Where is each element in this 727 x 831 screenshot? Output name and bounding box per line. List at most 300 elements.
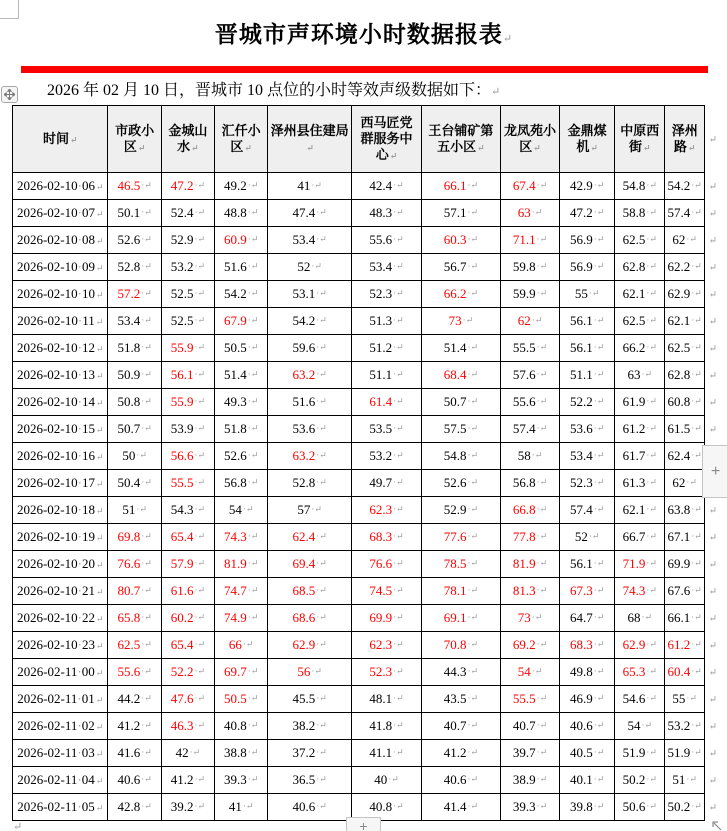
value-cell: 69.9 ·↵ — [352, 605, 422, 632]
value-cell: 81.3 ·↵ — [501, 578, 561, 605]
value-cell: 62.9 ·↵ — [268, 632, 352, 659]
value-cell: 52.3 ·↵ — [352, 281, 422, 308]
table-row — [13, 659, 717, 686]
time-cell: 2026-02-10·08↵ — [13, 227, 108, 254]
value-cell: 43.5 ·↵ — [422, 686, 501, 713]
value-cell: 57.4 ·↵ — [560, 497, 615, 524]
table-row — [13, 740, 717, 767]
value-cell: 67.9 ·↵ — [215, 308, 268, 335]
value-cell: 51.9 ·↵ — [615, 740, 666, 767]
value-cell: 65.4 ·↵ — [162, 632, 215, 659]
value-cell: 68.3 ·↵ — [560, 632, 615, 659]
time-cell: 2026-02-10·17↵ — [13, 470, 108, 497]
value-cell: 60.3 ·↵ — [422, 227, 501, 254]
time-cell: 2026-02-10·16↵ — [13, 443, 108, 470]
time-cell: 2026-02-10·12↵ — [13, 335, 108, 362]
value-cell: 53.2 ·↵ — [162, 254, 215, 281]
value-cell: 53.2 ·↵ — [352, 443, 422, 470]
value-cell: 50.1 ·↵ — [108, 200, 161, 227]
value-cell: 77.8 ·↵ — [501, 524, 561, 551]
value-cell: 49.3 ·↵ — [215, 389, 268, 416]
value-cell: 41 ·↵ — [215, 794, 268, 821]
value-cell: 52.6 ·↵ — [422, 470, 501, 497]
row-end-mark: ↵ — [708, 370, 717, 381]
value-cell: 63 ·↵ — [615, 362, 666, 389]
value-cell: 63.2 ·↵ — [268, 443, 352, 470]
value-cell: 62 ·↵ — [501, 308, 561, 335]
value-cell: 73 ·↵ — [422, 308, 501, 335]
value-cell: 62.1 ·↵ — [615, 497, 666, 524]
value-cell: 63 ·↵ — [501, 200, 561, 227]
value-cell: 51.8 ·↵ — [108, 335, 161, 362]
table-row — [13, 767, 717, 794]
column-header: 中原西街↵ — [615, 106, 666, 173]
table-row — [13, 254, 717, 281]
value-cell: 45.5 ·↵ — [268, 686, 352, 713]
value-cell: 78.1 ·↵ — [422, 578, 501, 605]
value-cell: 57.6 ·↵ — [501, 362, 561, 389]
table-row — [13, 578, 717, 605]
value-cell: 52 ·↵ — [268, 254, 352, 281]
column-header: 泽州县住建局↵ — [268, 106, 352, 173]
row-end-mark: ↵ — [708, 262, 717, 273]
value-cell: 52.6 ·↵ — [215, 443, 268, 470]
table-row — [13, 281, 717, 308]
table-header-row — [13, 106, 717, 173]
value-cell: 52.4 ·↵ — [162, 200, 215, 227]
value-cell: 44.2 ·↵ — [108, 686, 161, 713]
row-end-mark: ↵ — [708, 235, 717, 246]
time-cell: 2026-02-10·20↵ — [13, 551, 108, 578]
row-end-mark: ↵ — [708, 532, 717, 543]
value-cell: 40.1 ·↵ — [560, 767, 615, 794]
value-cell: 41.2 ·↵ — [108, 713, 161, 740]
report-intro-line — [47, 77, 707, 100]
value-cell: 63.8 ·↵ — [665, 497, 704, 524]
time-cell: 2026-02-10·23↵ — [13, 632, 108, 659]
value-cell: 62.5 ·↵ — [615, 308, 666, 335]
table-row — [13, 470, 705, 497]
time-cell: 2026-02-11·01↵ — [13, 686, 108, 713]
row-end-mark: ↵ — [708, 667, 717, 678]
value-cell: 55.6 ·↵ — [501, 389, 561, 416]
time-cell: 2026-02-10·18↵ — [13, 497, 108, 524]
table-resize-handle-icon[interactable] — [711, 819, 725, 831]
value-cell: 37.2 ·↵ — [268, 740, 352, 767]
value-cell: 39.3 ·↵ — [501, 794, 561, 821]
value-cell: 81.9 ·↵ — [501, 551, 561, 578]
table-row — [13, 713, 717, 740]
value-cell: 62.3 ·↵ — [352, 632, 422, 659]
value-cell: 53.4 ·↵ — [108, 308, 161, 335]
value-cell: 65.4 ·↵ — [162, 524, 215, 551]
four-way-arrow-icon — [4, 89, 15, 100]
column-header: 金城山水↵ — [162, 106, 215, 173]
value-cell: 46.3 ·↵ — [162, 713, 215, 740]
value-cell: 53.4 ·↵ — [268, 227, 352, 254]
value-cell: 50.6 ·↵ — [615, 794, 666, 821]
value-cell: 61.7 ·↵ — [615, 443, 666, 470]
value-cell: 80.7 ·↵ — [108, 578, 161, 605]
value-cell: 42.8 ·↵ — [108, 794, 161, 821]
value-cell: 68 ·↵ — [615, 605, 666, 632]
value-cell: 40.6 ·↵ — [560, 713, 615, 740]
value-cell: 56.1 ·↵ — [560, 308, 615, 335]
value-cell: 65.8 ·↵ — [108, 605, 161, 632]
value-cell: 61.3 ·↵ — [615, 470, 666, 497]
time-cell: 2026-02-10·10↵ — [13, 281, 108, 308]
value-cell: 66.2 ·↵ — [422, 281, 501, 308]
value-cell: 55.6 ·↵ — [352, 227, 422, 254]
value-cell: 52.8 ·↵ — [108, 254, 161, 281]
value-cell: 60.9 ·↵ — [215, 227, 268, 254]
page-title-text: 晋城市声环境小时数据报表 — [214, 22, 503, 47]
table-row — [13, 173, 717, 200]
value-cell: 51 ·↵ — [108, 497, 161, 524]
value-cell: 70.8 ·↵ — [422, 632, 501, 659]
value-cell: 56.1 ·↵ — [162, 362, 215, 389]
value-cell: 51.2 ·↵ — [352, 335, 422, 362]
value-cell: 40.6 ·↵ — [108, 767, 161, 794]
row-end-mark: ↵ — [708, 721, 717, 732]
value-cell: 51.9 ·↵ — [665, 740, 704, 767]
report-intro-text: 2026 年 02 月 10 日，晋城市 10 点位的小时等效声级数据如下： — [47, 82, 492, 99]
value-cell: 62.5 ·↵ — [108, 632, 161, 659]
time-cell: 2026-02-10·07↵ — [13, 200, 108, 227]
value-cell: 50.5 ·↵ — [215, 686, 268, 713]
row-end-mark: ↵ — [708, 424, 717, 435]
value-cell: 67.3 ·↵ — [560, 578, 615, 605]
value-cell: 68.6 ·↵ — [268, 605, 352, 632]
value-cell: 69.9 ·↵ — [665, 551, 704, 578]
value-cell: 61.5 ·↵ — [665, 416, 704, 443]
column-header: 汇仟小区↵ — [215, 106, 268, 173]
value-cell: 51.1 ·↵ — [352, 362, 422, 389]
time-cell: 2026-02-10·06↵ — [13, 173, 108, 200]
value-cell: 54 ·↵ — [501, 659, 561, 686]
value-cell: 66.2 ·↵ — [615, 335, 666, 362]
value-cell: 51.1 ·↵ — [560, 362, 615, 389]
row-end-mark: ↵ — [708, 343, 717, 354]
row-end-mark: ↵ — [708, 559, 717, 570]
value-cell: 69.7 ·↵ — [215, 659, 268, 686]
value-cell: 62.5 ·↵ — [665, 335, 704, 362]
value-cell: 56.8 ·↵ — [215, 470, 268, 497]
diagonal-arrow-icon — [711, 820, 725, 831]
row-end-mark: ↵ — [708, 316, 717, 327]
value-cell: 56.8 ·↵ — [501, 470, 561, 497]
value-cell: 41 ·↵ — [268, 173, 352, 200]
value-cell: 55.6 ·↵ — [108, 659, 161, 686]
value-cell: 74.3 ·↵ — [215, 524, 268, 551]
value-cell: 66.1 ·↵ — [422, 173, 501, 200]
value-cell: 52.5 ·↵ — [162, 281, 215, 308]
value-cell: 54.2 ·↵ — [665, 173, 704, 200]
value-cell: 40.6 ·↵ — [422, 767, 501, 794]
value-cell: 67.1 ·↵ — [665, 524, 704, 551]
row-end-mark: ↵ — [708, 181, 717, 192]
value-cell: 57 ·↵ — [268, 497, 352, 524]
value-cell: 66 ·↵ — [215, 632, 268, 659]
value-cell: 78.5 ·↵ — [422, 551, 501, 578]
value-cell: 40.8 ·↵ — [215, 713, 268, 740]
value-cell: 57.4 ·↵ — [665, 200, 704, 227]
value-cell: 52.2 ·↵ — [560, 389, 615, 416]
value-cell: 62.8 ·↵ — [665, 362, 704, 389]
value-cell: 65.3 ·↵ — [615, 659, 666, 686]
page-title — [0, 16, 727, 49]
value-cell: 54.2 ·↵ — [268, 308, 352, 335]
value-cell: 55.5 ·↵ — [501, 686, 561, 713]
value-cell: 39.7 ·↵ — [501, 740, 561, 767]
value-cell: 40.5 ·↵ — [560, 740, 615, 767]
value-cell: 36.5 ·↵ — [268, 767, 352, 794]
value-cell: 51.4 ·↵ — [215, 362, 268, 389]
time-cell: 2026-02-10·15↵ — [13, 416, 108, 443]
table-row — [13, 335, 717, 362]
time-cell: 2026-02-11·05↵ — [13, 794, 108, 821]
row-end-mark: ↵ — [708, 289, 717, 300]
value-cell: 54.8 ·↵ — [615, 173, 666, 200]
value-cell: 57.5 ·↵ — [422, 416, 501, 443]
value-cell: 52.2 ·↵ — [162, 659, 215, 686]
value-cell: 81.9 ·↵ — [215, 551, 268, 578]
value-cell: 52.9 ·↵ — [422, 497, 501, 524]
column-header: 泽州路↵ — [665, 106, 704, 173]
value-cell: 50.2 ·↵ — [665, 794, 704, 821]
value-cell: 41.6 ·↵ — [108, 740, 161, 767]
table-row — [13, 443, 705, 470]
value-cell: 54.6 ·↵ — [615, 686, 666, 713]
value-cell: 61.4 ·↵ — [352, 389, 422, 416]
time-cell: 2026-02-10·21↵ — [13, 578, 108, 605]
value-cell: 56.7 ·↵ — [422, 254, 501, 281]
value-cell: 51.4 ·↵ — [422, 335, 501, 362]
value-cell: 49.2 ·↵ — [215, 173, 268, 200]
value-cell: 57.4 ·↵ — [501, 416, 561, 443]
value-cell: 76.6 ·↵ — [352, 551, 422, 578]
value-cell: 48.8 ·↵ — [215, 200, 268, 227]
value-cell: 54 ·↵ — [215, 497, 268, 524]
value-cell: 39.8 ·↵ — [560, 794, 615, 821]
value-cell: 40.6 ·↵ — [268, 794, 352, 821]
value-cell: 52.3 ·↵ — [352, 659, 422, 686]
value-cell: 51.3 ·↵ — [352, 308, 422, 335]
value-cell: 44.3 ·↵ — [422, 659, 501, 686]
value-cell: 54 ·↵ — [615, 713, 666, 740]
value-cell: 56.9 ·↵ — [560, 254, 615, 281]
value-cell: 41.1 ·↵ — [352, 740, 422, 767]
value-cell: 42.9 ·↵ — [560, 173, 615, 200]
value-cell: 47.4 ·↵ — [268, 200, 352, 227]
value-cell: 69.1 ·↵ — [422, 605, 501, 632]
value-cell: 41.4 ·↵ — [422, 794, 501, 821]
value-cell: 58.8 ·↵ — [615, 200, 666, 227]
time-cell: 2026-02-10·14↵ — [13, 389, 108, 416]
time-cell: 2026-02-10·09↵ — [13, 254, 108, 281]
table-row — [13, 416, 717, 443]
value-cell: 51.6 ·↵ — [268, 389, 352, 416]
value-cell: 40.7 ·↵ — [501, 713, 561, 740]
value-cell: 49.8 ·↵ — [560, 659, 615, 686]
value-cell: 50.7 ·↵ — [108, 416, 161, 443]
value-cell: 58 ·↵ — [501, 443, 561, 470]
time-cell: 2026-02-10·19↵ — [13, 524, 108, 551]
time-cell: 2026-02-11·02↵ — [13, 713, 108, 740]
value-cell: 51 ·↵ — [665, 767, 704, 794]
data-table — [12, 105, 717, 821]
plus-icon: + — [359, 818, 368, 831]
value-cell: 48.1 ·↵ — [352, 686, 422, 713]
value-cell: 52.8 ·↵ — [268, 470, 352, 497]
table-move-handle-icon[interactable] — [1, 86, 18, 103]
row-end-mark: ↵ — [708, 640, 717, 651]
table-row — [13, 524, 717, 551]
value-cell: 53.4 ·↵ — [560, 443, 615, 470]
value-cell: 59.8 ·↵ — [501, 254, 561, 281]
value-cell: 71.9 ·↵ — [615, 551, 666, 578]
row-end-mark: ↵ — [708, 397, 717, 408]
value-cell: 62.4 ·↵ — [268, 524, 352, 551]
table-row — [13, 632, 717, 659]
time-cell: 2026-02-10·11↵ — [13, 308, 108, 335]
value-cell: 66.1 ·↵ — [665, 605, 704, 632]
column-header: 金鼎煤机↵ — [560, 106, 615, 173]
value-cell: 62.2 ·↵ — [665, 254, 704, 281]
row-end-mark: ↵ — [708, 134, 717, 145]
value-cell: 76.6 ·↵ — [108, 551, 161, 578]
value-cell: 60.8 ·↵ — [665, 389, 704, 416]
value-cell: 42 ·↵ — [162, 740, 215, 767]
row-end-mark: ↵ — [708, 748, 717, 759]
row-end-mark: ↵ — [708, 586, 717, 597]
time-cell: 2026-02-11·04↵ — [13, 767, 108, 794]
column-header: 时间↵ — [13, 106, 108, 173]
value-cell: 47.2 ·↵ — [162, 173, 215, 200]
column-header: 西马匠党群服务中心↵ — [352, 106, 422, 173]
time-cell: 2026-02-10·13↵ — [13, 362, 108, 389]
value-cell: 74.5 ·↵ — [352, 578, 422, 605]
value-cell: 62.1 ·↵ — [615, 281, 666, 308]
value-cell: 42.4 ·↵ — [352, 173, 422, 200]
value-cell: 77.6 ·↵ — [422, 524, 501, 551]
table-row — [13, 227, 717, 254]
plus-icon: + — [711, 462, 721, 480]
value-cell: 39.2 ·↵ — [162, 794, 215, 821]
value-cell: 53.1 ·↵ — [268, 281, 352, 308]
value-cell: 62.4 ·↵ — [665, 443, 704, 470]
value-cell: 56.1 ·↵ — [560, 335, 615, 362]
value-cell: 53.2 ·↵ — [665, 713, 704, 740]
value-cell: 60.4 ·↵ — [665, 659, 704, 686]
value-cell: 39.3 ·↵ — [215, 767, 268, 794]
value-cell: 60.2 ·↵ — [162, 605, 215, 632]
value-cell: 56.1 ·↵ — [560, 551, 615, 578]
value-cell: 74.3 ·↵ — [615, 578, 666, 605]
value-cell: 57.2 ·↵ — [108, 281, 161, 308]
table-row — [13, 605, 717, 632]
table-row — [13, 551, 717, 578]
value-cell: 55 ·↵ — [560, 281, 615, 308]
value-cell: 52 ·↵ — [560, 524, 615, 551]
value-cell: 38.9 ·↵ — [501, 767, 561, 794]
value-cell: 59.9 ·↵ — [501, 281, 561, 308]
row-end-mark: ↵ — [708, 505, 717, 516]
value-cell: 62.1 ·↵ — [665, 308, 704, 335]
value-cell: 50.2 ·↵ — [615, 767, 666, 794]
value-cell: 40.7 ·↵ — [422, 713, 501, 740]
value-cell: 57.1 ·↵ — [422, 200, 501, 227]
value-cell: 38.8 ·↵ — [215, 740, 268, 767]
value-cell: 41.2 ·↵ — [422, 740, 501, 767]
table-row — [13, 362, 717, 389]
value-cell: 55.5 ·↵ — [501, 335, 561, 362]
value-cell: 68.3 ·↵ — [352, 524, 422, 551]
value-cell: 50.9 ·↵ — [108, 362, 161, 389]
value-cell: 67.4 ·↵ — [501, 173, 561, 200]
value-cell: 67.6 ·↵ — [665, 578, 704, 605]
value-cell: 62.9 ·↵ — [665, 281, 704, 308]
value-cell: 52.3 ·↵ — [560, 470, 615, 497]
row-end-mark: ↵ — [708, 208, 717, 219]
value-cell: 61.2 ·↵ — [615, 416, 666, 443]
value-cell: 68.4 ·↵ — [422, 362, 501, 389]
value-cell: 51.8 ·↵ — [215, 416, 268, 443]
value-cell: 38.2 ·↵ — [268, 713, 352, 740]
value-cell: 74.7 ·↵ — [215, 578, 268, 605]
value-cell: 53.4 ·↵ — [352, 254, 422, 281]
value-cell: 62 ·↵ — [665, 470, 704, 497]
paragraph-mark: ↵ — [502, 33, 513, 45]
value-cell: 47.6 ·↵ — [162, 686, 215, 713]
time-cell: 2026-02-11·00↵ — [13, 659, 108, 686]
value-cell: 54.8 ·↵ — [422, 443, 501, 470]
value-cell: 62.3 ·↵ — [352, 497, 422, 524]
value-cell: 41.8 ·↵ — [352, 713, 422, 740]
value-cell: 41.2 ·↵ — [162, 767, 215, 794]
value-cell: 40 ·↵ — [352, 767, 422, 794]
value-cell: 74.9 ·↵ — [215, 605, 268, 632]
value-cell: 50.8 ·↵ — [108, 389, 161, 416]
column-header: 龙凤苑小区↵ — [501, 106, 561, 173]
value-cell: 53.6 ·↵ — [268, 416, 352, 443]
column-header: 市政小区↵ — [108, 106, 161, 173]
value-cell: 61.6 ·↵ — [162, 578, 215, 605]
value-cell: 73 ·↵ — [501, 605, 561, 632]
table-row — [13, 686, 717, 713]
value-cell: 62.5 ·↵ — [615, 227, 666, 254]
paragraph-mark: ↵ — [491, 86, 501, 98]
value-cell: 52.5 ·↵ — [162, 308, 215, 335]
value-cell: 59.6 ·↵ — [268, 335, 352, 362]
value-cell: 62.9 ·↵ — [615, 632, 666, 659]
value-cell: 54.3 ·↵ — [162, 497, 215, 524]
value-cell: 62 ·↵ — [665, 227, 704, 254]
value-cell: 61.2 ·↵ — [665, 632, 704, 659]
table-row — [13, 308, 717, 335]
insert-column-plus-button[interactable] — [702, 445, 727, 498]
value-cell: 56.9 ·↵ — [560, 227, 615, 254]
insert-row-plus-button[interactable] — [346, 817, 381, 831]
title-divider-rule — [21, 66, 708, 73]
value-cell: 69.2 ·↵ — [501, 632, 561, 659]
paragraph-mark: ↵ — [13, 821, 23, 831]
value-cell: 64.7 ·↵ — [560, 605, 615, 632]
value-cell: 57.9 ·↵ — [162, 551, 215, 578]
value-cell: 53.6 ·↵ — [560, 416, 615, 443]
time-cell: 2026-02-10·22↵ — [13, 605, 108, 632]
value-cell: 62.8 ·↵ — [615, 254, 666, 281]
